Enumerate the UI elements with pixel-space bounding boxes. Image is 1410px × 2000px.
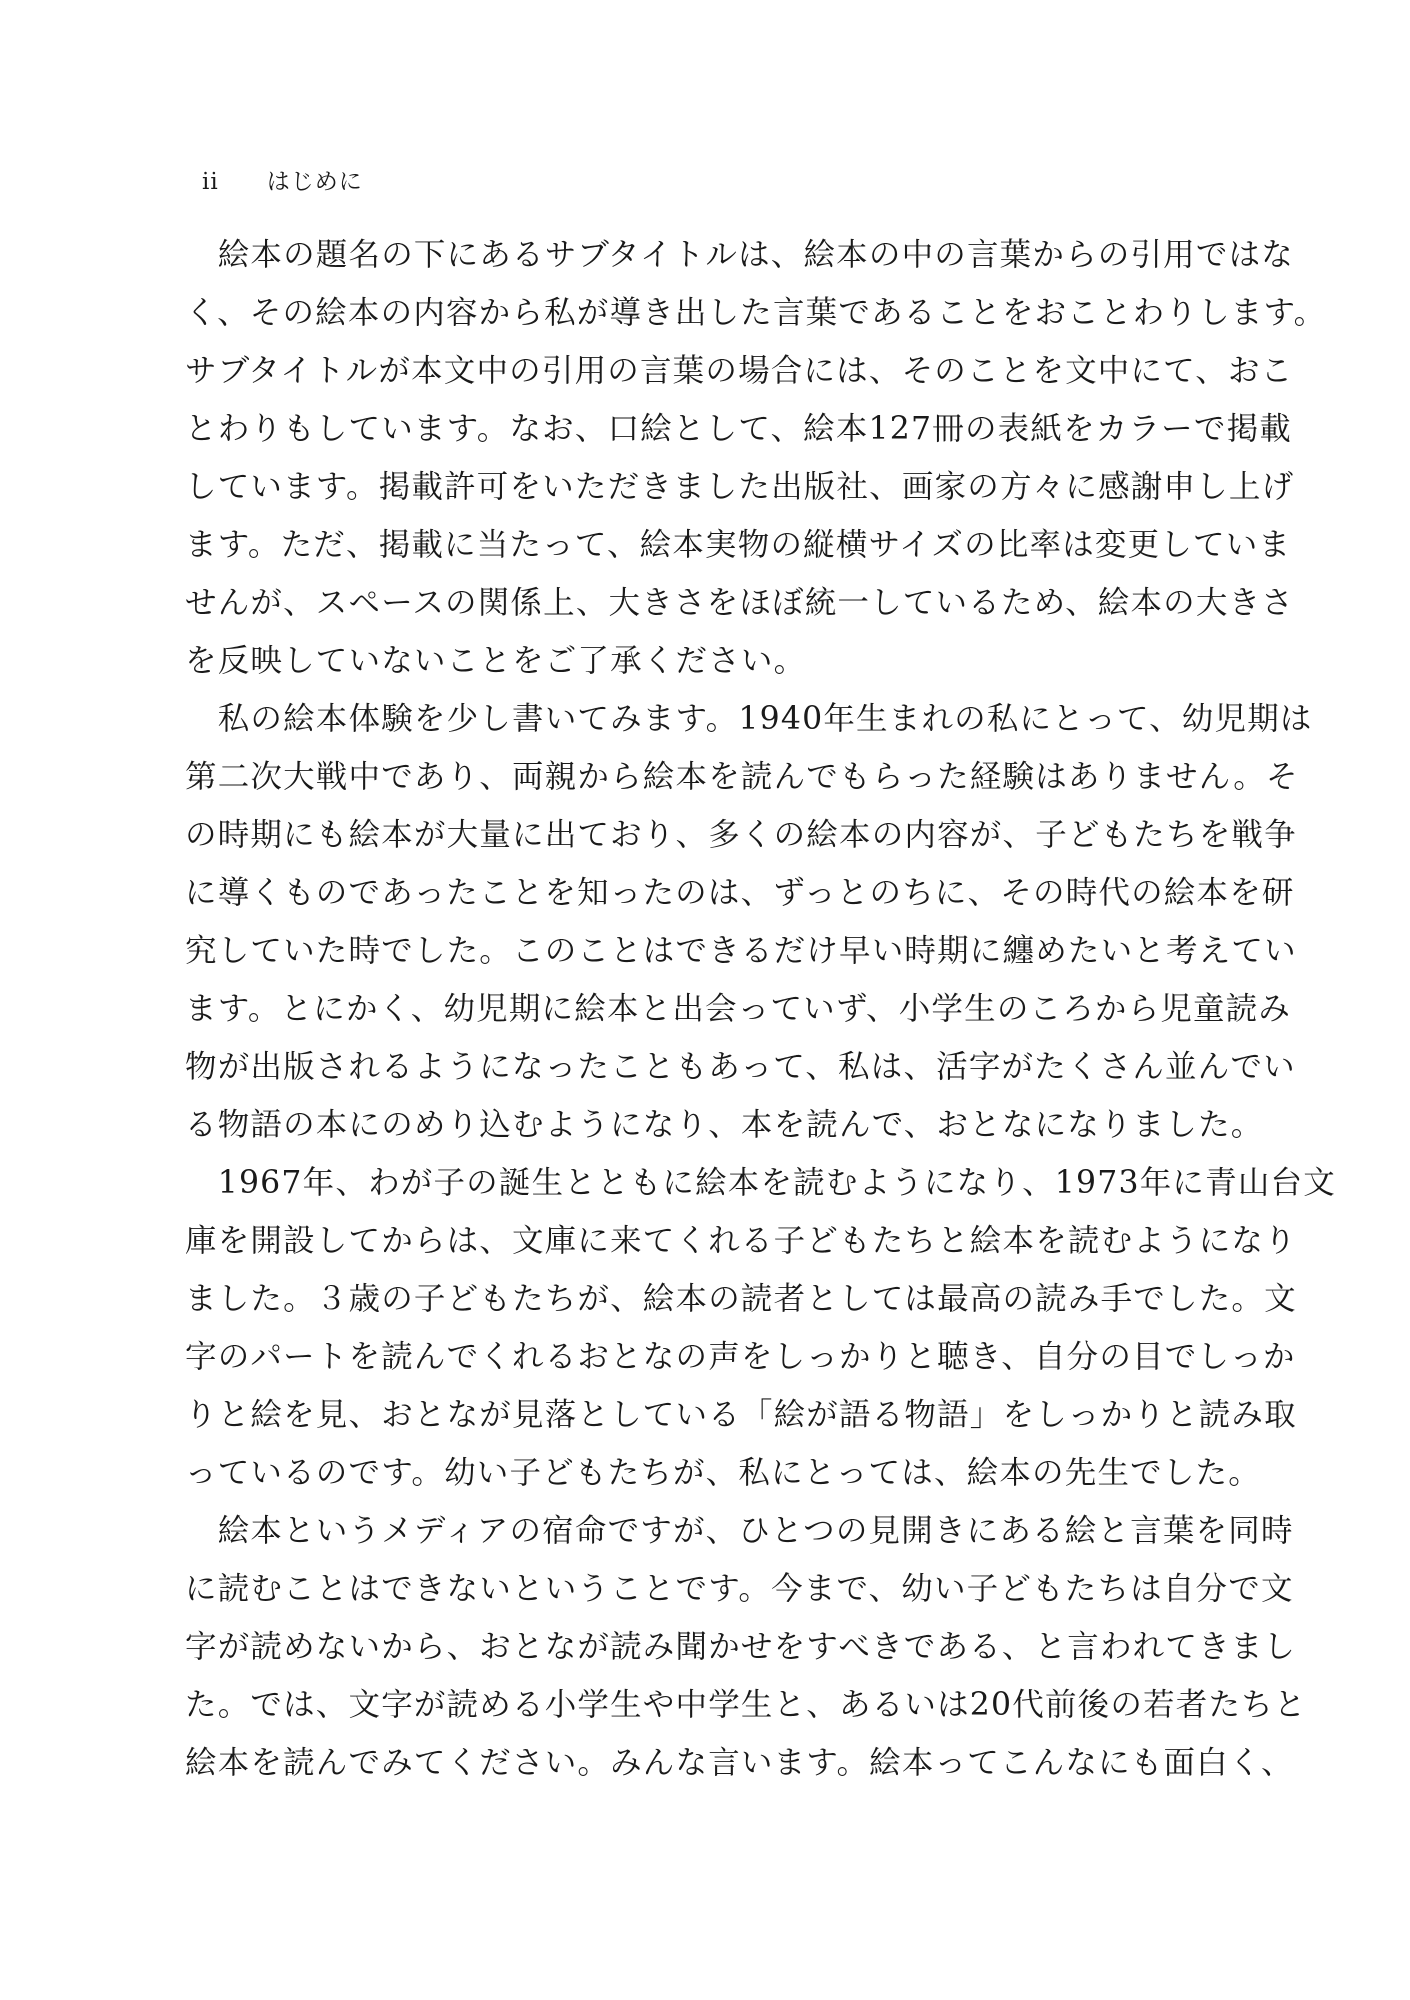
text-line: 絵本を読んでみてください。みんな言います。絵本ってこんなにも面白く、 — [185, 1745, 1294, 1781]
paragraph — [185, 1154, 1336, 1502]
text-line: 物が出版されるようになったこともあって、私は、活字がたくさん並んでい — [185, 1049, 1296, 1085]
section-title: はじめに — [266, 169, 363, 195]
paragraph — [185, 690, 1313, 1154]
text-line: の時期にも絵本が大量に出ており、多くの絵本の内容が、子どもたちを戦争 — [185, 817, 1297, 853]
text-line: ます。ただ、掲載に当たって、絵本実物の縦横サイズの比率は変更していま — [185, 527, 1292, 563]
text-line: せんが、スペースの関係上、大きさをほぼ統一しているため、絵本の大きさ — [185, 585, 1294, 621]
text-line: く、その絵本の内容から私が導き出した言葉であることをおことわりします。 — [185, 295, 1327, 331]
text-line: を反映していないことをご了承ください。 — [185, 643, 807, 679]
text-line: 第二次大戦中であり、両親から絵本を読んでもらった経験はありません。そ — [185, 759, 1299, 795]
text-line: サブタイトルが本文中の引用の言葉の場合には、そのことを文中にて、おこ — [185, 353, 1294, 389]
text-line: ます。とにかく、幼児期に絵本と出会っていず、小学生のころから児童読み — [185, 991, 1292, 1027]
text-line: 庫を開設してからは、文庫に来てくれる子どもたちと絵本を読むようになり — [185, 1223, 1297, 1259]
text-line: 絵本の題名の下にあるサブタイトルは、絵本の中の言葉からの引用ではな — [185, 237, 1294, 273]
text-line: 究していた時でした。このことはできるだけ早い時期に纏めたいと考えてい — [185, 933, 1297, 969]
text-line: 絵本というメディアの宿命ですが、ひとつの見開きにある絵と言葉を同時 — [185, 1513, 1294, 1549]
text-line: っているのです。幼い子どもたちが、私にとっては、絵本の先生でした。 — [185, 1455, 1261, 1491]
running-head — [202, 163, 363, 196]
text-line: しています。掲載許可をいただきました出版社、画家の方々に感謝申し上げ — [185, 469, 1295, 505]
text-line: 私の絵本体験を少し書いてみます。1940年生まれの私にとって、幼児期は — [185, 701, 1313, 737]
paragraph — [185, 226, 1327, 690]
page-number: ii — [202, 169, 219, 195]
text-line: ました。３歳の子どもたちが、絵本の読者としては最高の読み手でした。文 — [185, 1281, 1297, 1317]
text-line: 字が読めないから、おとなが読み聞かせをすべきである、と言われてきまし — [185, 1629, 1297, 1665]
text-line: 1967年、わが子の誕生とともに絵本を読むようになり、1973年に青山台文 — [185, 1165, 1336, 1201]
text-line: る物語の本にのめり込むようになり、本を読んで、おとなになりました。 — [185, 1107, 1264, 1143]
text-line: とわりもしています。なお、口絵として、絵本127冊の表紙をカラーで掲載 — [185, 411, 1292, 447]
text-line: りと絵を見、おとなが見落としている「絵が語る物語」をしっかりと読み取 — [185, 1397, 1297, 1433]
body-text — [185, 226, 1336, 1792]
text-line: に読むことはできないということです。今まで、幼い子どもたちは自分で文 — [185, 1571, 1294, 1607]
text-line: た。では、文字が読める小学生や中学生と、あるいは20代前後の若者たちと — [185, 1687, 1307, 1723]
text-line: に導くものであったことを知ったのは、ずっとのちに、その時代の絵本を研 — [185, 875, 1295, 911]
text-line: 字のパートを読んでくれるおとなの声をしっかりと聴き、自分の目でしっか — [185, 1339, 1296, 1375]
paragraph — [185, 1502, 1307, 1792]
